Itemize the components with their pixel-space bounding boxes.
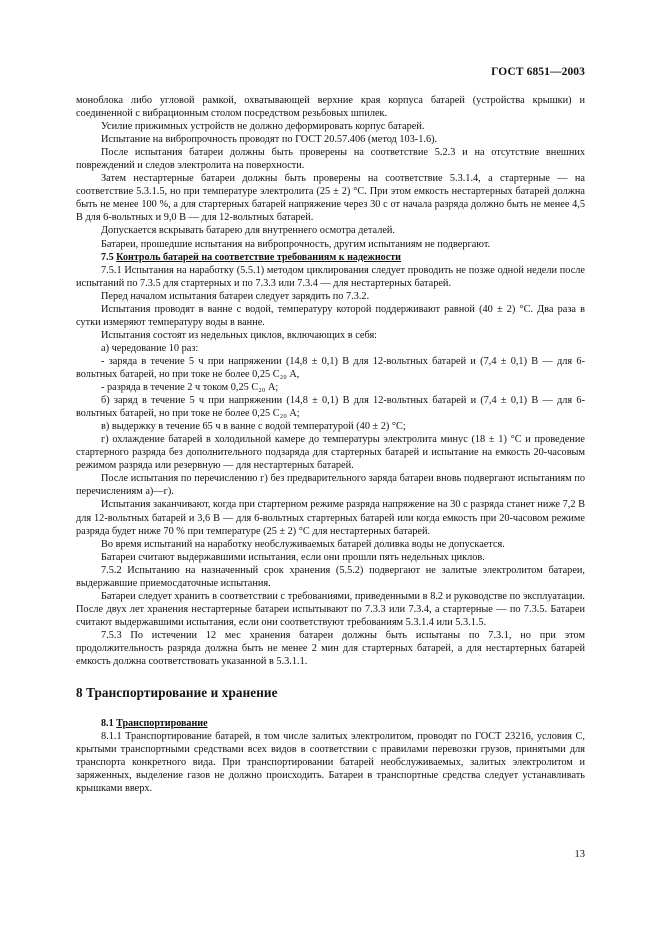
section-title: 8 Транспортирование и хранение	[76, 685, 278, 701]
paragraph: Усилие прижимных устройств не должно деформировать корпус батарей.	[101, 121, 425, 133]
subsection-title: Контроль батарей на соответствие требованиям к надежности	[116, 251, 401, 263]
paragraph: После испытания по перечислению г) без предварительного заряда батареи вновь подвергают испытаниям по перечислениям а)—г).	[76, 473, 585, 498]
paragraph: Батареи, прошедшие испытания на вибропрочность, другим испытаниям не подвергают.	[101, 238, 491, 250]
page-number: 13	[574, 849, 585, 860]
list-item: а) чередование 10 раз:	[101, 342, 199, 354]
paragraph: После испытания батареи должны быть проверены на соответствие 5.2.3 и на отсутствие внешних повреждений и следов электролита на поверхности.	[76, 147, 585, 172]
document-body	[76, 94, 585, 795]
paragraph: Батареи считают выдержавшими испытания, если они прошли пять недельных циклов.	[101, 551, 485, 563]
paragraph: Во время испытаний на наработку необслуживаемых батарей доливка воды не допускается.	[101, 538, 505, 550]
list-item: г) охлаждение батарей в холодильной камере до температуры электролита минус (18 ± 1) °С и проведение стартерного разряда без дополнительного подзаряда для стартерных батарей и испытание на емкость 20-часовым режимом разряда или резервную — для нестартерных батарей.	[76, 434, 585, 472]
list-item: - заряда в течение 5 ч при напряжении (14,8 ± 0,1) В для 12-вольтных батарей и (7,4 ± 0,1) В — для 6-вольтных батарей, но при токе не более 0,25 С₂₀ А,	[76, 355, 585, 380]
paragraph: Испытания состоят из недельных циклов, включающих в себя:	[101, 329, 378, 341]
subsection-heading-7-5	[76, 251, 585, 264]
paragraph: 7.5.3 По истечении 12 мес хранения батареи должны быть испытаны по 7.3.1, но при этом продолжительность разряда должна быть не менее 2 мин для стартерных батарей, а для нестартерных батарей емкость должна соответствовать указанной в 5.3.1.1.	[76, 629, 585, 668]
subsection-heading-8-1	[76, 717, 585, 730]
paragraph: Испытания заканчивают, когда при стартерном режиме разряда напряжение на 30 с разряда станет ниже 7,2 В для 12-вольтных батарей и 3,6 В — для 6-вольтных стартерных батарей или когда емкость при 20-часовом режиме разряда будет ниже 70 % при температуре (25 ± 2) °С для нестартерных батарей.	[76, 499, 585, 537]
paragraph: Испытания проводят в ванне с водой, температуру которой поддерживают равной (40 ± 2) °С. Два раза в сутки измеряют температуру воды в ванне.	[76, 303, 585, 328]
paragraph: 7.5.2 Испытанию на назначенный срок хранения (5.5.2) подвергают не залитые электролитом батареи, выдержавшие приемосдаточные испытания.	[76, 564, 585, 589]
paragraph: Перед началом испытания батареи следует зарядить по 7.3.2.	[101, 290, 370, 302]
subsection-number: 8.1	[101, 718, 114, 730]
list-item: б) заряд в течение 5 ч при напряжении (14,8 ± 0,1) В для 12-вольтных батарей и (7,4 ± 0,1) В — для 6-вольтных батарей, но при токе не более 0,25 С₂₀ А;	[76, 395, 585, 420]
standard-header: ГОСТ 6851—2003	[491, 66, 585, 78]
subsection-title: Транспортирование	[116, 718, 208, 730]
list-item: - разряда в течение 2 ч током 0,25 С₂₀ А;	[101, 382, 279, 394]
paragraph: Батареи следует хранить в соответствии с требованиями, приведенными в 8.2 и руководстве по эксплуатации. После двух лет хранения нестартерные батареи испытывают по 7.3.3 или 7.3.4, а стартерные — по 7.3.5. Батареи считают выдержавшими испытания, если они соответствуют требованиям 5.3.1.4 или 5.3.1.5.	[76, 590, 585, 628]
paragraph: Испытание на вибропрочность проводят по ГОСТ 20.57.406 (метод 103-1.6).	[101, 134, 438, 146]
paragraph: 8.1.1 Транспортирование батарей, в том числе залитых электролитом, проводят по ГОСТ 23216, условия С, крытыми транспортными средствами всех видов в соответствии с правилами перевозки грузов, принятыми для транспорта конкретного вида. При транспортировании батарей необслуживаемых, залитых электролитом и заряженных, выделение газов не должно происходить. Батареи в транспортные средства следует устанавливать крышками вверх.	[76, 731, 585, 795]
paragraph: Затем нестартерные батареи должны быть проверены на соответствие 5.3.1.4, а стартерные — на соответствие 5.3.1.5, но при температуре электролита (25 ± 2) °С. При этом емкость нестартерных батарей должна быть не менее 100 %, а для стартерных батарей напряжение через 30 с от начала разряда должно быть не менее 4,5 В для 6-вольтных и 9,0 В — для 12-вольтных батарей.	[76, 173, 585, 224]
list-item: в) выдержку в течение 65 ч в ванне с водой температурой (40 ± 2) °С;	[101, 421, 406, 433]
paragraph: Допускается вскрывать батарею для внутреннего осмотра деталей.	[101, 225, 396, 237]
paragraph: моноблока либо угловой рамкой, охватывающей верхние края корпуса батарей (устройства крышки) и соединенной с вибрационным столом посредством резьбовых шпилек.	[76, 95, 585, 120]
paragraph: 7.5.1 Испытания на наработку (5.5.1) методом циклирования следует проводить не позже одной недели после испытаний по 7.3.5 для стартерных и по 7.3.3 или 7.3.4 — для нестартерных батарей.	[76, 264, 585, 289]
subsection-number: 7.5	[101, 251, 114, 263]
